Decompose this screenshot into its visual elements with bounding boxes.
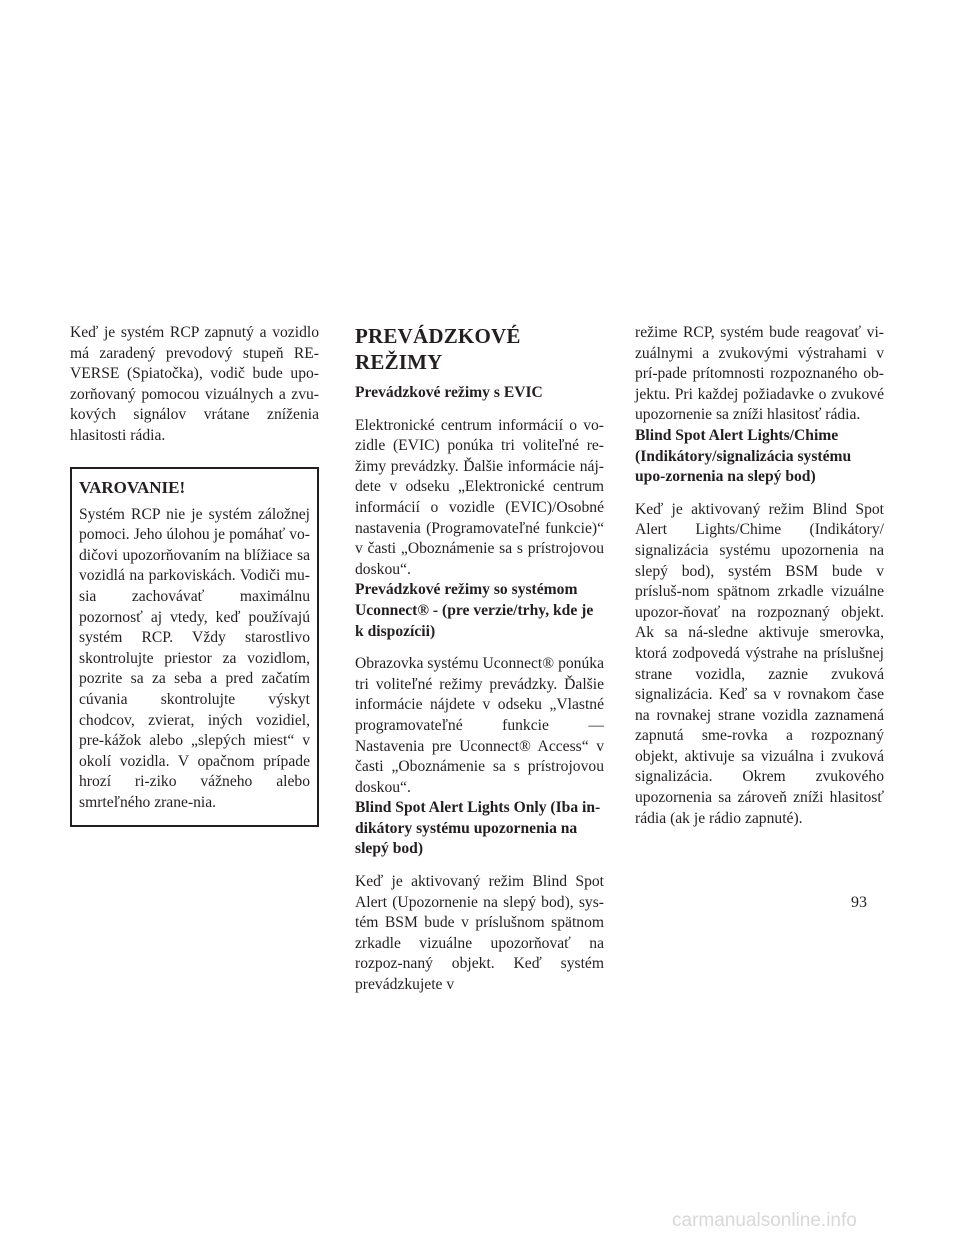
watermark: carmanualsonline.info xyxy=(672,1210,857,1231)
evic-paragraph: Elektronické centrum informácií o vo-zidle (EVIC) ponúka tri voliteľné re-žimy prevádzky. Ďalšie informácie náj-dete v odseku „Elektronické centrum informácií o vozidle (EVIC)/Osobné nastavenia (Programovateľné funkcie)“ v časti „Oboznámenie sa s prístrojovou doskou“. xyxy=(355,416,604,578)
subheading-lights-only: Blind Spot Alert Lights Only (Iba in-dikátory systému upozornenia na slepý bod) xyxy=(355,799,601,858)
rcp-intro-paragraph: Keď je systém RCP zapnutý a vozidlo má zaradený prevodový stupeň RE-VERSE (Spiatočka), vodič bude upo-zorňovaný pomocou vizuálnych a zvu-kových signálov vrátane zníženia hlasitosti rádia. xyxy=(70,324,319,444)
uconnect-paragraph: Obrazovka systému Uconnect® ponúka tri voliteľné režimy prevádzky. Ďalšie informácie nájdete v odseku „Vlastné programovateľné funkcie — Nastavenia pre Uconnect® Access“ v časti „Oboznámenie sa s prístrojovou doskou“. xyxy=(355,655,604,796)
warning-box xyxy=(70,467,319,828)
rcp-mode-paragraph: režime RCP, systém bude reagovať vi-zuálnymi a zvukovými výstrahami v prí-pade prítomnosti rozpoznaného ob-jektu. Pri každej požiadavke o zvukové upozornenie sa zníži hlasitosť rádia. xyxy=(635,324,884,424)
lights-chime-paragraph: Keď je aktivovaný režim Blind Spot Alert Lights/Chime (Indikátory/ signalizácia systému upozornenia na slepý bod), systém BSM bude v prísluš-nom spätnom zrkadle vizuálne upozor-ňovať na rozpoznaný objekt. Ak sa ná-sledne aktivuje smerovka, ktorá zodpovedá výstrahe na príslušnej strane vozidla, zaznie zvuková signalizácia. Keď sa v rovnakom čase na rovnakej strane vozidla zaznamená zapnutá sme-rovka a rozpoznaný objekt, aktivuje sa vizuálna i zvuková signalizácia. Okrem zvukového upozornenia sa zároveň zníži hlasitosť rádia (ak je rádio zapnuté). xyxy=(635,500,884,827)
subheading-uconnect: Prevádzkové režimy so systémom Uconnect® - (pre verzie/trhy, kde je k dispozícii) xyxy=(355,581,594,640)
warning-title: VAROVANIE! xyxy=(79,477,186,497)
subheading-lights-chime: Blind Spot Alert Lights/Chime (Indikátory/signalizácia systému upo-zornenia na slepý bod) xyxy=(635,426,852,486)
warning-text: Systém RCP nie je systém záložnej pomoci. Jeho úlohou je pomáhať vo-dičovi upozorňovaním na blížiace sa vozidlá na parkoviskách. Vodiči mu-sia zachovávať maximálnu pozornosť aj vtedy, keď používajú systém RCP. Vždy starostlivo skontrolujte priestor za vozidlom, pozrite sa za seba a pred začatím cúvania skontrolujte výskyt chodcov, zvierat, iných vozidiel, pre-kážok alebo „slepých miest“ v okolí vozidla. V opačnom prípade hrozí ri-ziko vážneho alebo smrteľného zrane-nia. xyxy=(79,505,310,811)
right-column xyxy=(635,323,884,829)
lights-only-paragraph: Keď je aktivovaný režim Blind Spot Alert (Upozornenie na slepý bod), sys-tém BSM bude v príslušnom spätnom zrkadle vizuálne upozorňovať na rozpoz-naný objekt. Keď systém prevádzkujete v xyxy=(355,873,604,994)
middle-column xyxy=(355,323,604,996)
subheading-evic: Prevádzkové režimy s EVIC xyxy=(355,384,543,401)
section-heading: PREVÁDZKOVÉ REŽIMY xyxy=(355,324,521,374)
left-column xyxy=(70,323,319,827)
page-number: 93 xyxy=(851,894,867,911)
